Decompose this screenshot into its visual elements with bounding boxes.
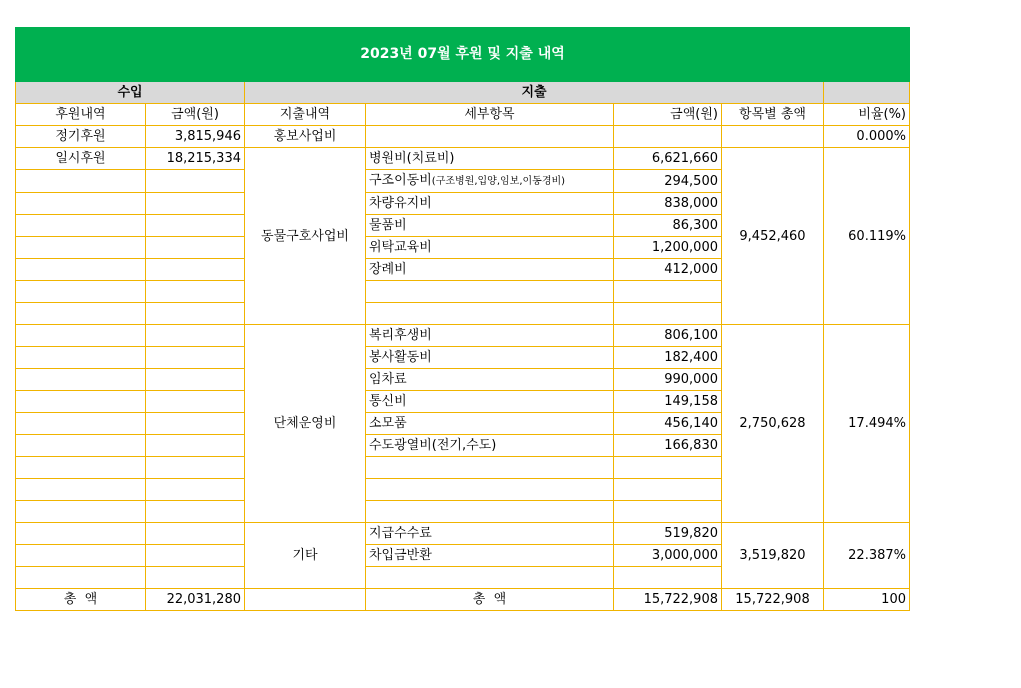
section-header-row bbox=[16, 82, 910, 104]
detail-item[interactable]: 차량유지비 bbox=[366, 193, 614, 215]
empty-cell[interactable] bbox=[146, 369, 245, 391]
detail-item[interactable]: 장례비 bbox=[366, 259, 614, 281]
income-amount[interactable]: 3,815,946 bbox=[146, 126, 245, 148]
empty-cell[interactable] bbox=[366, 479, 614, 501]
expense-category-ops[interactable]: 단체운영비 bbox=[245, 325, 366, 523]
detail-item[interactable]: 물품비 bbox=[366, 215, 614, 237]
empty-cell[interactable] bbox=[146, 303, 245, 325]
empty-cell[interactable] bbox=[146, 457, 245, 479]
empty-cell[interactable] bbox=[722, 126, 824, 148]
header-expense-amount[interactable]: 금액(원) bbox=[614, 104, 722, 126]
table-row bbox=[16, 325, 910, 347]
detail-amount[interactable]: 294,500 bbox=[614, 170, 722, 193]
detail-item[interactable]: 위탁교육비 bbox=[366, 237, 614, 259]
empty-cell[interactable] bbox=[16, 391, 146, 413]
expense-section-header[interactable]: 지출 bbox=[245, 82, 824, 104]
item-total-animal[interactable]: 9,452,460 bbox=[722, 148, 824, 325]
empty-cell[interactable] bbox=[614, 479, 722, 501]
empty-cell[interactable] bbox=[614, 281, 722, 303]
detail-amount[interactable]: 838,000 bbox=[614, 193, 722, 215]
detail-item-note: (구조병원,입양,임보,이동경비) bbox=[431, 176, 566, 187]
empty-cell[interactable] bbox=[16, 259, 146, 281]
empty-cell[interactable] bbox=[146, 193, 245, 215]
detail-item[interactable]: 수도광열비(전기,수도) bbox=[366, 435, 614, 457]
empty-cell[interactable] bbox=[146, 545, 245, 567]
expense-category-promo[interactable]: 홍보사업비 bbox=[245, 126, 366, 148]
item-total-sum[interactable]: 15,722,908 bbox=[722, 589, 824, 611]
empty-cell[interactable] bbox=[16, 567, 146, 589]
empty-cell[interactable] bbox=[614, 567, 722, 589]
spreadsheet bbox=[15, 27, 910, 611]
empty-cell[interactable] bbox=[16, 170, 146, 193]
empty-cell[interactable] bbox=[366, 281, 614, 303]
detail-item[interactable]: 소모품 bbox=[366, 413, 614, 435]
detail-amount[interactable]: 86,300 bbox=[614, 215, 722, 237]
empty-cell[interactable] bbox=[146, 237, 245, 259]
empty-cell[interactable] bbox=[146, 170, 245, 193]
empty-cell[interactable] bbox=[146, 325, 245, 347]
detail-amount[interactable]: 1,200,000 bbox=[614, 237, 722, 259]
report-title[interactable]: 2023년 07월 후원 및 지출 내역 bbox=[16, 28, 910, 82]
detail-amount[interactable]: 149,158 bbox=[614, 391, 722, 413]
empty-cell[interactable] bbox=[146, 567, 245, 589]
empty-cell[interactable] bbox=[824, 82, 910, 104]
empty-cell[interactable] bbox=[16, 545, 146, 567]
income-total-label[interactable]: 총 액 bbox=[16, 589, 146, 611]
header-item-total[interactable]: 항목별 총액 bbox=[722, 104, 824, 126]
empty-cell[interactable] bbox=[16, 435, 146, 457]
empty-cell[interactable] bbox=[16, 193, 146, 215]
table-row bbox=[16, 523, 910, 545]
empty-cell[interactable] bbox=[146, 259, 245, 281]
empty-cell[interactable] bbox=[614, 501, 722, 523]
detail-item[interactable]: 임차료 bbox=[366, 369, 614, 391]
detail-item[interactable]: 봉사활동비 bbox=[366, 347, 614, 369]
ratio-ops[interactable]: 17.494% bbox=[824, 325, 910, 523]
item-total-etc[interactable]: 3,519,820 bbox=[722, 523, 824, 589]
empty-cell[interactable] bbox=[16, 215, 146, 237]
ratio-promo[interactable]: 0.000% bbox=[824, 126, 910, 148]
empty-cell[interactable] bbox=[16, 237, 146, 259]
empty-cell[interactable] bbox=[614, 457, 722, 479]
income-label[interactable]: 일시후원 bbox=[16, 148, 146, 170]
expense-category-animal[interactable]: 동물구호사업비 bbox=[245, 148, 366, 325]
empty-cell[interactable] bbox=[366, 126, 614, 148]
empty-cell[interactable] bbox=[146, 347, 245, 369]
empty-cell[interactable] bbox=[146, 479, 245, 501]
ratio-total[interactable]: 100 bbox=[824, 589, 910, 611]
header-income-amount[interactable]: 금액(원) bbox=[146, 104, 245, 126]
empty-cell[interactable] bbox=[16, 369, 146, 391]
detail-amount[interactable]: 166,830 bbox=[614, 435, 722, 457]
column-header-row bbox=[16, 104, 910, 126]
totals-row bbox=[16, 589, 910, 611]
ratio-animal[interactable]: 60.119% bbox=[824, 148, 910, 325]
detail-item[interactable]: 차입금반환 bbox=[366, 545, 614, 567]
expense-category-etc[interactable]: 기타 bbox=[245, 523, 366, 589]
empty-cell[interactable] bbox=[146, 391, 245, 413]
empty-cell[interactable] bbox=[16, 479, 146, 501]
empty-cell[interactable] bbox=[146, 413, 245, 435]
empty-cell[interactable] bbox=[366, 303, 614, 325]
empty-cell[interactable] bbox=[146, 435, 245, 457]
detail-item[interactable]: 통신비 bbox=[366, 391, 614, 413]
income-label[interactable]: 정기후원 bbox=[16, 126, 146, 148]
empty-cell[interactable] bbox=[366, 501, 614, 523]
empty-cell[interactable] bbox=[146, 501, 245, 523]
empty-cell[interactable] bbox=[366, 457, 614, 479]
empty-cell[interactable] bbox=[146, 281, 245, 303]
empty-cell[interactable] bbox=[16, 347, 146, 369]
income-amount[interactable]: 18,215,334 bbox=[146, 148, 245, 170]
income-total-amount[interactable]: 22,031,280 bbox=[146, 589, 245, 611]
empty-cell[interactable] bbox=[16, 501, 146, 523]
header-detail-item[interactable]: 세부항목 bbox=[366, 104, 614, 126]
detail-amount[interactable]: 412,000 bbox=[614, 259, 722, 281]
empty-cell[interactable] bbox=[614, 126, 722, 148]
item-total-ops[interactable]: 2,750,628 bbox=[722, 325, 824, 523]
ratio-etc[interactable]: 22.387% bbox=[824, 523, 910, 589]
empty-cell[interactable] bbox=[16, 457, 146, 479]
empty-cell[interactable] bbox=[614, 303, 722, 325]
empty-cell[interactable] bbox=[16, 281, 146, 303]
header-ratio[interactable]: 비율(%) bbox=[824, 104, 910, 126]
detail-item[interactable]: 병원비(치료비) bbox=[366, 148, 614, 170]
income-section-header[interactable]: 수입 bbox=[16, 82, 245, 104]
detail-amount[interactable]: 3,000,000 bbox=[614, 545, 722, 567]
empty-cell[interactable] bbox=[146, 215, 245, 237]
table-row bbox=[16, 126, 910, 148]
title-row bbox=[16, 28, 910, 82]
empty-cell[interactable] bbox=[16, 325, 146, 347]
detail-amount[interactable]: 456,140 bbox=[614, 413, 722, 435]
expense-total-amount[interactable]: 15,722,908 bbox=[614, 589, 722, 611]
detail-item[interactable]: 지급수수료 bbox=[366, 523, 614, 545]
header-donation-type[interactable]: 후원내역 bbox=[16, 104, 146, 126]
detail-item[interactable] bbox=[366, 170, 614, 193]
empty-cell[interactable] bbox=[146, 523, 245, 545]
detail-amount[interactable]: 519,820 bbox=[614, 523, 722, 545]
header-expense-type[interactable]: 지출내역 bbox=[245, 104, 366, 126]
detail-item-name: 구조이동비 bbox=[369, 173, 432, 188]
table-row bbox=[16, 148, 910, 170]
empty-cell[interactable] bbox=[16, 303, 146, 325]
detail-amount[interactable]: 806,100 bbox=[614, 325, 722, 347]
detail-amount[interactable]: 182,400 bbox=[614, 347, 722, 369]
empty-cell[interactable] bbox=[16, 413, 146, 435]
empty-cell[interactable] bbox=[245, 589, 366, 611]
detail-amount[interactable]: 6,621,660 bbox=[614, 148, 722, 170]
empty-cell[interactable] bbox=[366, 567, 614, 589]
donation-expense-table bbox=[15, 27, 910, 611]
detail-amount[interactable]: 990,000 bbox=[614, 369, 722, 391]
detail-item[interactable]: 복리후생비 bbox=[366, 325, 614, 347]
empty-cell[interactable] bbox=[16, 523, 146, 545]
expense-total-label[interactable]: 총 액 bbox=[366, 589, 614, 611]
